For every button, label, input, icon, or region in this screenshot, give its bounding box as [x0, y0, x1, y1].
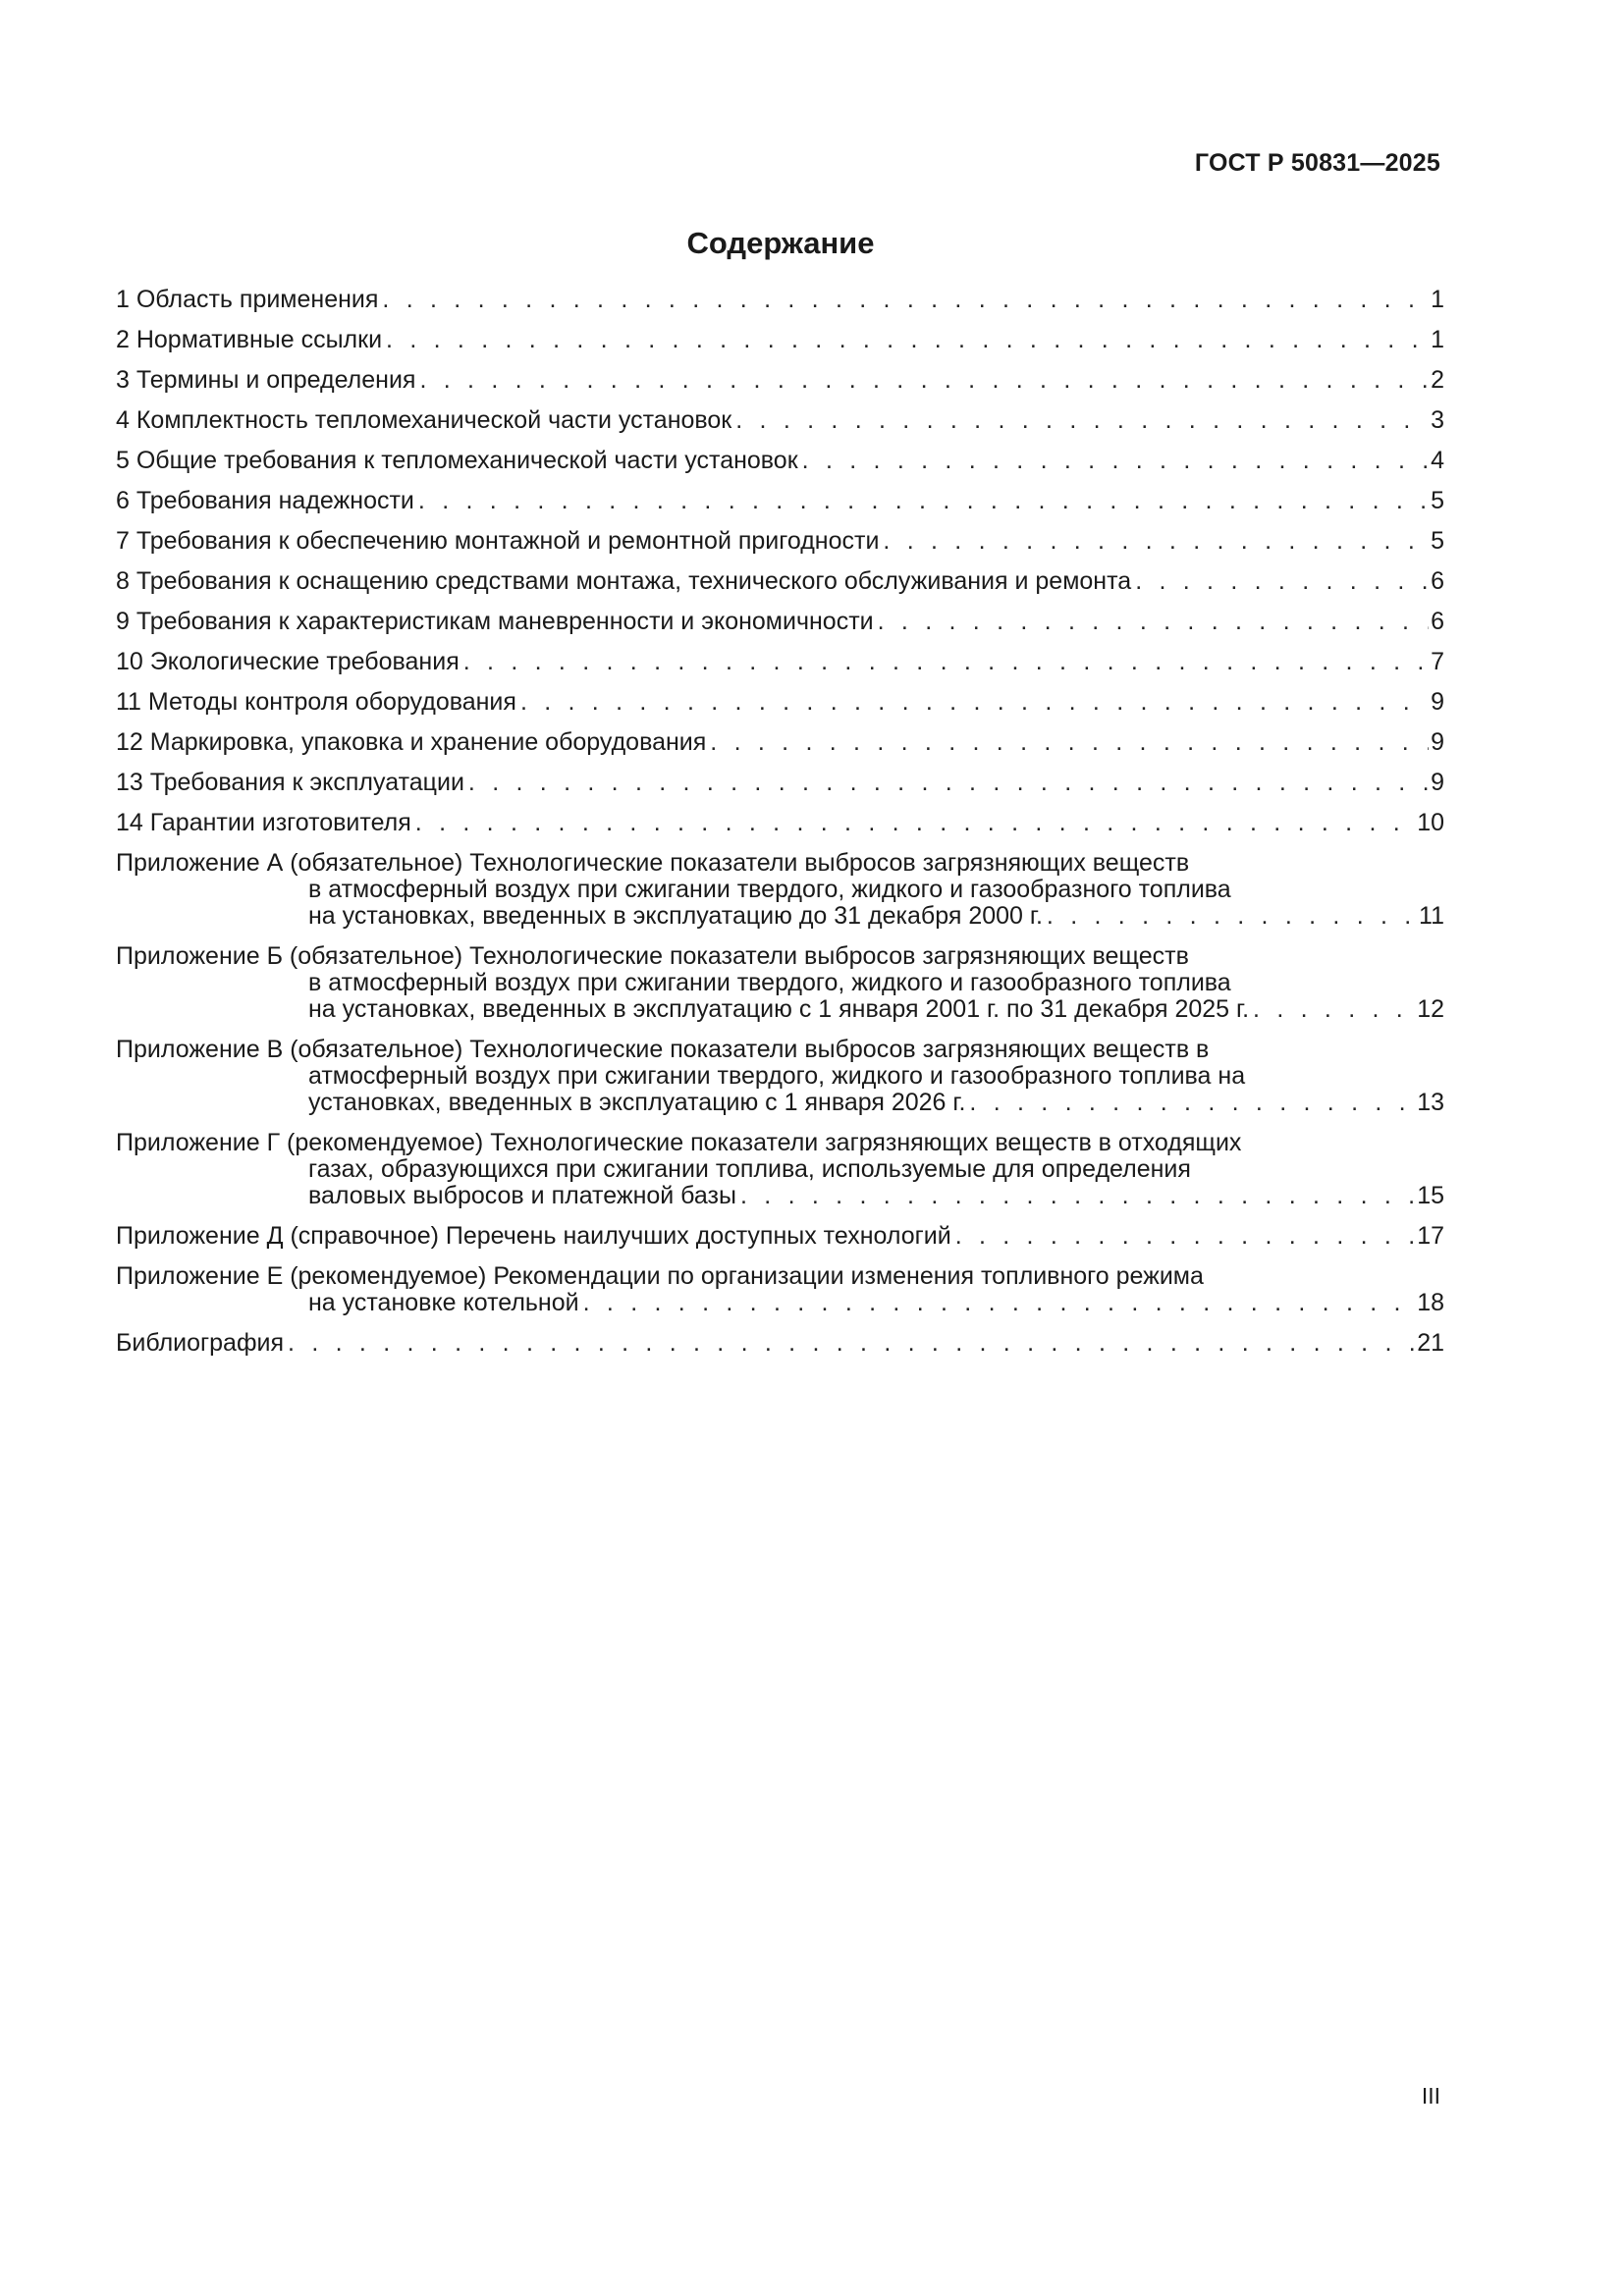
- toc-entry[interactable]: [116, 407, 1444, 434]
- toc-entry[interactable]: [116, 1037, 1444, 1116]
- toc-entry[interactable]: [116, 1130, 1444, 1209]
- toc-entry[interactable]: [116, 943, 1444, 1023]
- toc-entry[interactable]: [116, 689, 1444, 716]
- toc-entry[interactable]: [116, 609, 1444, 635]
- toc-entry[interactable]: [116, 649, 1444, 675]
- dot-leader: [969, 1090, 1415, 1116]
- toc-entry[interactable]: [116, 327, 1444, 353]
- dot-leader: [802, 448, 1429, 474]
- toc-entry-text: установках, введенных в эксплуатацию с 1 января 2026 г.: [308, 1089, 966, 1116]
- dot-leader: [583, 1290, 1416, 1316]
- toc-entry-page: 3: [1431, 406, 1444, 434]
- toc-entry-text: 12 Маркировка, упаковка и хранение оборудования: [116, 728, 707, 756]
- toc-entry-text: 13 Требования к эксплуатации: [116, 769, 464, 796]
- toc-entry[interactable]: [116, 488, 1444, 514]
- toc-entry[interactable]: [116, 448, 1444, 474]
- toc-entry-text: 7 Требования к обеспечению монтажной и ремонтной пригодности: [116, 527, 880, 555]
- toc-entry-text: Приложение Г (рекомендуемое) Технологические показатели загрязняющих веществ в отходящих: [116, 1129, 1242, 1156]
- toc-entry-text: в атмосферный воздух при сжигании твердого, жидкого и газообразного топлива: [308, 969, 1231, 996]
- toc-entry[interactable]: [116, 367, 1444, 394]
- dot-leader: [415, 810, 1415, 836]
- toc-entry-page: 9: [1431, 769, 1444, 796]
- toc-entry-text: 6 Требования надежности: [116, 487, 414, 514]
- toc-entry-text: 8 Требования к оснащению средствами монтажа, технического обслуживания и ремонта: [116, 567, 1132, 595]
- toc-entry-text: валовых выбросов и платежной базы: [308, 1182, 736, 1209]
- toc-entry-text: 10 Экологические требования: [116, 648, 460, 675]
- toc-entry-text: 4 Комплектность тепломеханической части установок: [116, 406, 732, 434]
- dot-leader: [1135, 568, 1429, 595]
- toc-entry-text: 11 Методы контроля оборудования: [116, 688, 516, 716]
- toc-entry-text: Библиография: [116, 1329, 285, 1357]
- toc-entry-text: на установках, введенных в эксплуатацию с 1 января 2001 г. по 31 декабря 2025 г.: [308, 995, 1250, 1023]
- toc-entry-text: 3 Термины и определения: [116, 366, 416, 394]
- toc-entry-text: Приложение Д (справочное) Перечень наилучших доступных технологий: [116, 1222, 951, 1250]
- toc-entry-page: 4: [1431, 447, 1444, 474]
- toc-entry[interactable]: [116, 1223, 1444, 1250]
- toc-entry-page: 17: [1417, 1222, 1444, 1250]
- dot-leader: [740, 1183, 1415, 1209]
- dot-leader: [463, 649, 1429, 675]
- toc-entry[interactable]: [116, 729, 1444, 756]
- toc-entry[interactable]: [116, 568, 1444, 595]
- toc-entry[interactable]: [116, 810, 1444, 836]
- toc-entry-text: в атмосферный воздух при сжигании твердого, жидкого и газообразного топлива: [308, 876, 1231, 903]
- toc-entry-page: 10: [1417, 809, 1444, 836]
- toc-entry-page: 9: [1431, 688, 1444, 716]
- dot-leader: [883, 528, 1429, 555]
- dot-leader: [520, 689, 1429, 716]
- toc-entry-page: 11: [1419, 902, 1444, 930]
- toc-entry-text: 1 Область применения: [116, 286, 379, 313]
- toc-entry[interactable]: [116, 287, 1444, 313]
- toc-entry-text: Приложение В (обязательное) Технологические показатели выбросов загрязняющих веществ в: [116, 1036, 1210, 1063]
- toc-entry-text: 5 Общие требования к тепломеханической части установок: [116, 447, 798, 474]
- toc-entry-text: газах, образующихся при сжигании топлива, используемые для определения: [308, 1155, 1191, 1183]
- dot-leader: [288, 1330, 1415, 1357]
- toc-entry-page: 6: [1431, 608, 1444, 635]
- toc-entry-text: на установках, введенных в эксплуатацию до 31 декабря 2000 г.: [308, 902, 1043, 930]
- dot-leader: [419, 367, 1429, 394]
- toc-entry[interactable]: [116, 850, 1444, 930]
- toc-entry[interactable]: [116, 528, 1444, 555]
- toc-entry-text: Приложение А (обязательное) Технологические показатели выбросов загрязняющих веществ: [116, 849, 1190, 877]
- document-code: ГОСТ Р 50831—2025: [1194, 149, 1440, 177]
- toc-entry-text: 9 Требования к характеристикам маневренности и экономичности: [116, 608, 874, 635]
- toc-entry[interactable]: [116, 1330, 1444, 1357]
- toc-entry-text: 2 Нормативные ссылки: [116, 326, 383, 353]
- page-number: III: [1421, 2083, 1440, 2109]
- toc-entry-page: 9: [1431, 728, 1444, 756]
- toc-entry-page: 18: [1417, 1289, 1444, 1316]
- toc-entry-page: 5: [1431, 527, 1444, 555]
- toc-entry-text: Приложение Е (рекомендуемое) Рекомендации по организации изменения топливного режима: [116, 1262, 1204, 1290]
- toc-entry-page: 12: [1417, 995, 1444, 1023]
- table-of-contents: [116, 287, 1444, 1370]
- dot-leader: [386, 327, 1429, 353]
- dot-leader: [1253, 996, 1415, 1023]
- dot-leader: [955, 1223, 1416, 1250]
- toc-entry-page: 1: [1431, 326, 1444, 353]
- toc-entry-page: 1: [1431, 286, 1444, 313]
- toc-entry-page: 13: [1417, 1089, 1444, 1116]
- toc-entry-text: на установке котельной: [308, 1289, 579, 1316]
- toc-entry-page: 5: [1431, 487, 1444, 514]
- dot-leader: [735, 407, 1429, 434]
- dot-leader: [1047, 903, 1417, 930]
- toc-entry-page: 21: [1417, 1329, 1444, 1357]
- toc-entry[interactable]: [116, 1263, 1444, 1316]
- toc-entry-page: 2: [1431, 366, 1444, 394]
- toc-entry-page: 15: [1417, 1182, 1444, 1209]
- toc-entry-page: 6: [1431, 567, 1444, 595]
- toc-entry[interactable]: [116, 770, 1444, 796]
- toc-entry-text: Приложение Б (обязательное) Технологические показатели выбросов загрязняющих веществ: [116, 942, 1189, 970]
- toc-entry-text: атмосферный воздух при сжигании твердого, жидкого и газообразного топлива на: [308, 1062, 1246, 1090]
- toc-entry-page: 7: [1431, 648, 1444, 675]
- toc-title: Содержание: [686, 226, 875, 260]
- dot-leader: [710, 729, 1429, 756]
- dot-leader: [418, 488, 1429, 514]
- dot-leader: [878, 609, 1429, 635]
- dot-leader: [382, 287, 1429, 313]
- dot-leader: [468, 770, 1429, 796]
- toc-entry-text: 14 Гарантии изготовителя: [116, 809, 411, 836]
